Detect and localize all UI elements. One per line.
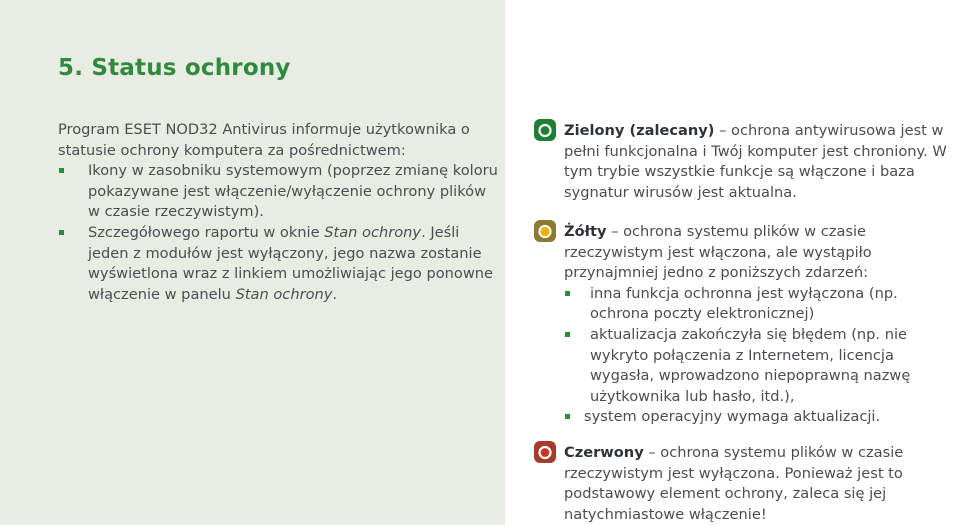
status-yellow-title: Żółty xyxy=(564,223,607,240)
bullet-square-icon xyxy=(59,168,64,173)
status-yellow-section xyxy=(564,222,954,428)
status-green-title: Zielony (zalecany) xyxy=(564,122,715,139)
bullet-square-icon xyxy=(565,291,570,296)
status-yellow-list xyxy=(564,284,954,428)
status-red-title: Czerwony xyxy=(564,444,644,461)
intro-bullet-2-part-e: . xyxy=(332,285,338,303)
status-green-paragraph xyxy=(564,121,954,203)
bullet-square-icon xyxy=(565,414,570,419)
bullet-square-icon xyxy=(565,332,570,337)
intro-bullet-tray-icon xyxy=(58,161,498,223)
status-yellow-paragraph xyxy=(564,222,954,284)
intro-bullet-1-text: Ikony w zasobniku systemowym (poprzez zmianę koloru pokazywane jest włączenie/wyłączenie ochrony plików w czasie rzeczywistym). xyxy=(88,162,498,221)
intro-bullet-2-panel-name: Stan ochrony xyxy=(235,285,333,303)
status-yellow-item-2: aktualizacja zakończyła się błędem (np. nie wykryto połączenia z Internetem, licencja wygasła, wprowadzono niepoprawną nazwę użytkownika lub hasło, itd.), xyxy=(590,325,911,405)
status-yellow-text: – ochrona systemu plików w czasie rzeczywistym jest włączona, ale wystąpiło przynajmniej jedno z poniższych zdarzeń: xyxy=(564,223,872,282)
intro-bullet-2-part-c: . Jeśli jeden z modułów jest wyłączony, jego nazwa zostanie wyświetlona wraz z linkiem umożliwiając jego ponowne włączenie w panelu xyxy=(88,223,494,303)
intro-list xyxy=(58,161,498,305)
status-green-section xyxy=(564,121,954,203)
intro-bullet-2-window-name: Stan ochrony xyxy=(324,223,422,241)
red-shield-icon xyxy=(533,440,557,464)
intro-bullet-2-part-a: Szczegółowego raportu w oknie xyxy=(88,223,325,241)
intro-lead: Program ESET NOD32 Antivirus informuje użytkownika o statusie ochrony komputera za pośrednictwem: xyxy=(58,121,470,159)
yellow-shield-icon xyxy=(533,219,557,243)
green-shield-icon xyxy=(533,118,557,142)
status-red-text: – ochrona systemu plików w czasie rzeczywistym jest wyłączona. Ponieważ jest to podstawowy element ochrony, zaleca się jej natychmiastowe włączenie! xyxy=(564,444,904,523)
page-heading: 5. Status ochrony xyxy=(58,55,291,81)
list-item xyxy=(564,407,954,428)
list-item xyxy=(564,325,954,407)
status-red-section xyxy=(564,443,954,525)
intro-section xyxy=(58,120,498,305)
status-red-paragraph xyxy=(564,443,954,525)
list-item xyxy=(564,284,954,325)
intro-bullet-report xyxy=(58,223,498,305)
status-yellow-item-3: system operacyjny wymaga aktualizacji. xyxy=(584,408,881,426)
status-green-text: – ochrona antywirusowa jest w pełni funkcjonalna i Twój komputer jest chroniony. W tym trybie wszystkie funkcje są włączone i baza sygnatur wirusów jest aktualna. xyxy=(564,122,947,201)
status-yellow-item-1: inna funkcja ochronna jest wyłączona (np. ochrona poczty elektronicznej) xyxy=(590,284,898,323)
bullet-square-icon xyxy=(59,230,64,235)
